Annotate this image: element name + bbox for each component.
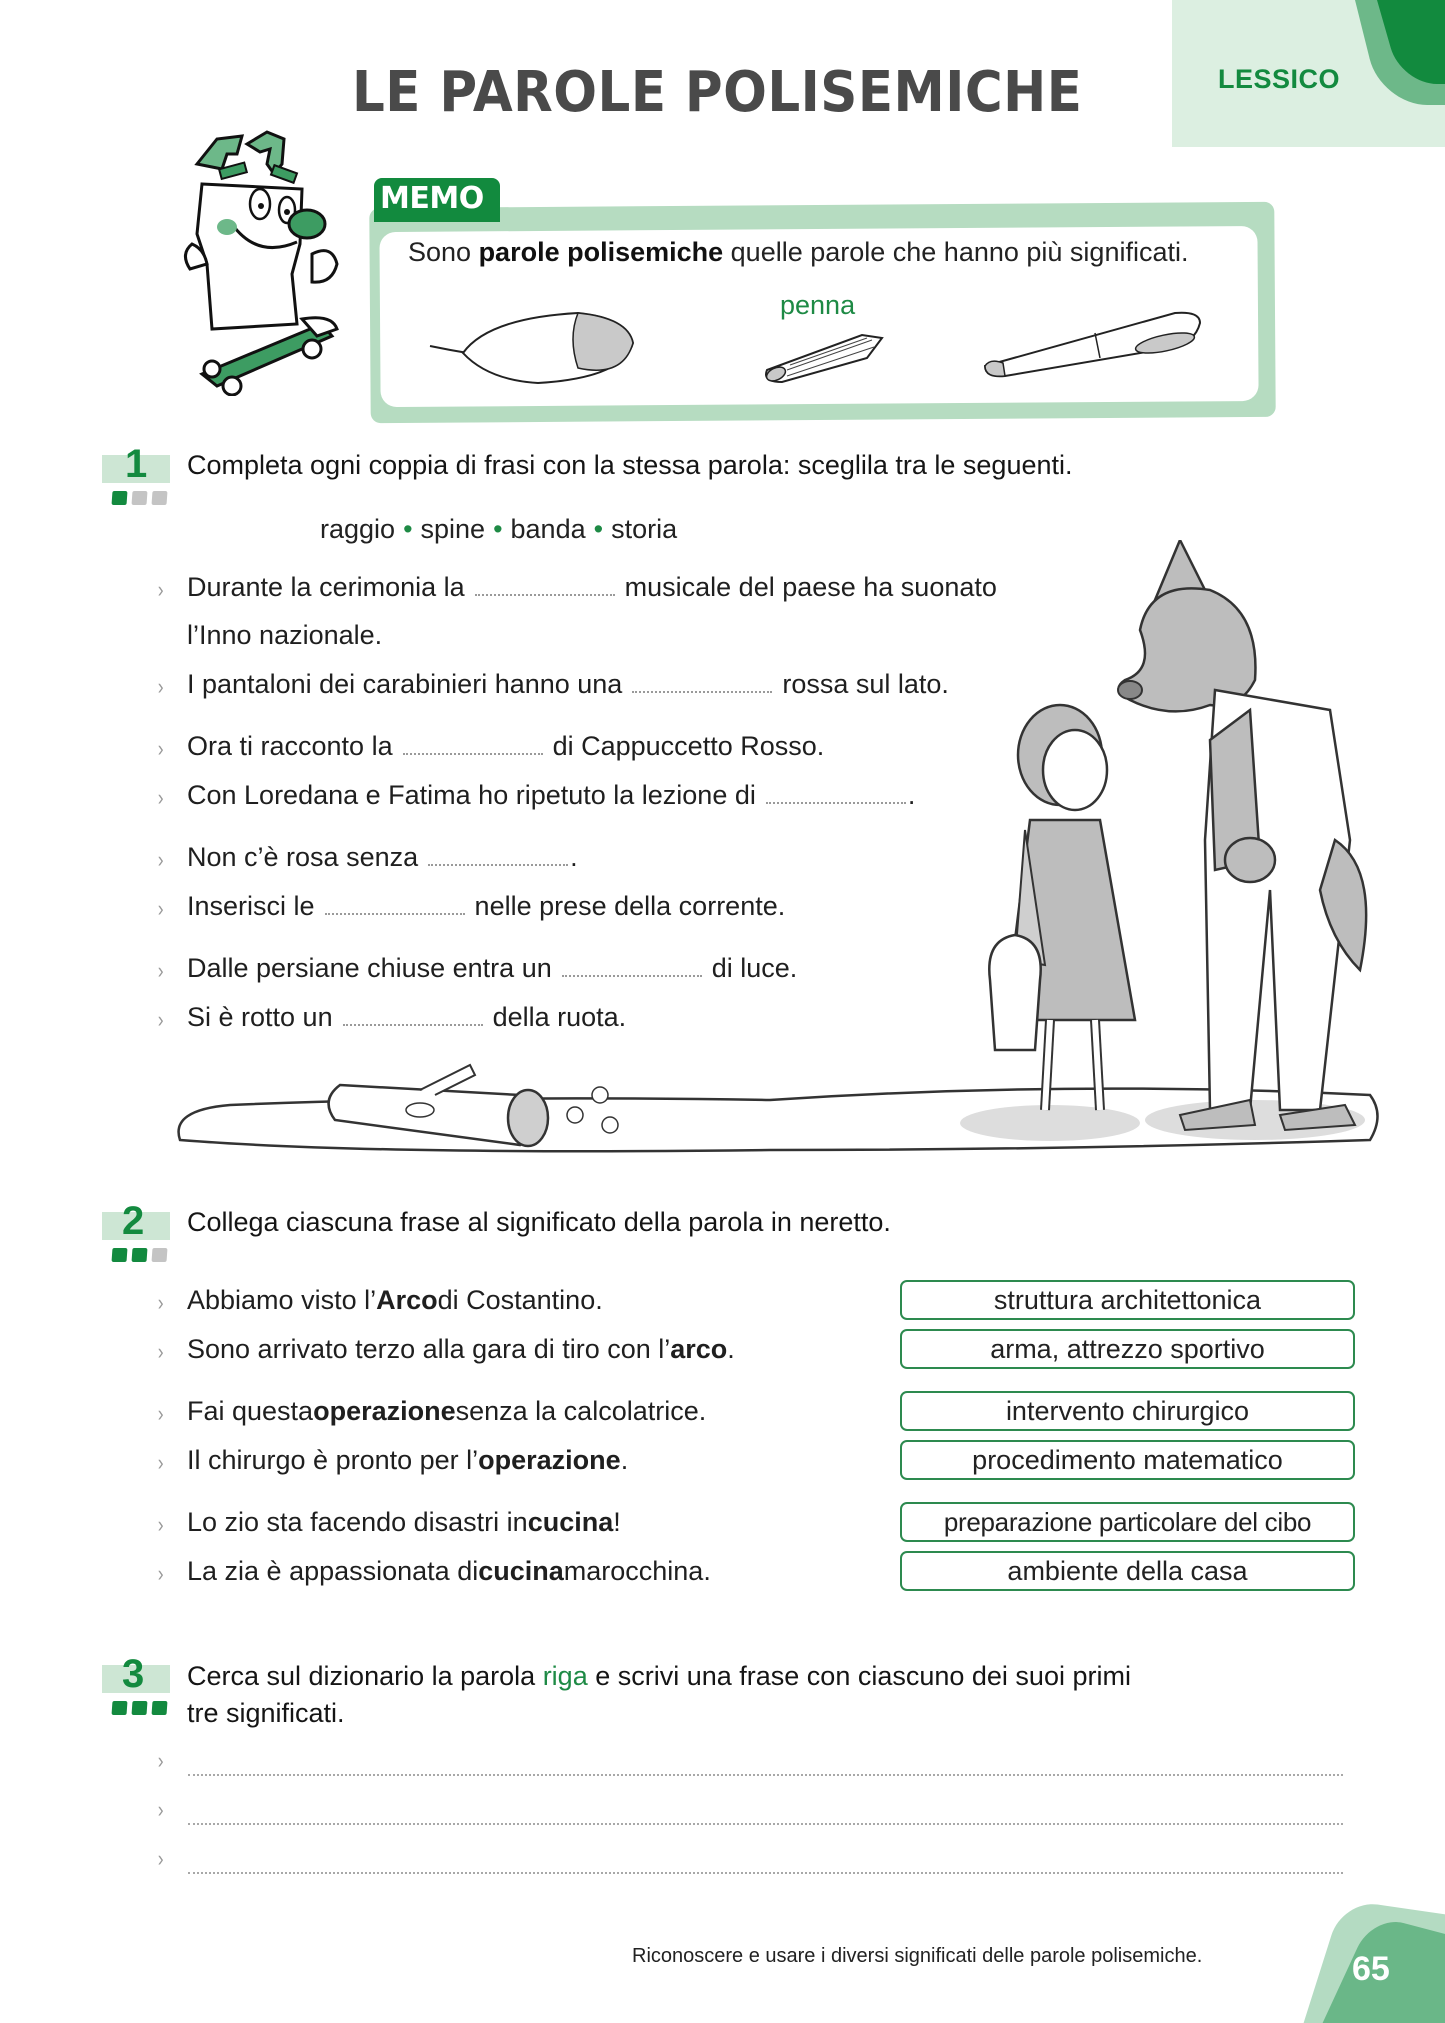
sentence-continuation: l’Inno nazionale.: [187, 620, 383, 650]
exercise-number: 1: [125, 442, 148, 486]
ballpoint-pen-icon: [975, 308, 1210, 378]
sentence-text: di luce.: [711, 953, 798, 983]
bold-keyword: operazione: [478, 1445, 621, 1475]
difficulty-dot-filled: [112, 1248, 128, 1262]
highlighted-word: riga: [542, 1661, 588, 1691]
sentence-text: Ora ti racconto la: [187, 731, 393, 761]
chevron-right-icon: ›: [157, 1561, 164, 1586]
difficulty-dot-filled: [132, 1701, 148, 1715]
sentence-text: .: [727, 1334, 735, 1364]
memo-example-word: penna: [780, 290, 856, 320]
chevron-right-icon: ›: [157, 1290, 164, 1315]
meaning-option[interactable]: ambiente della casa: [900, 1551, 1355, 1591]
memo-definition: [408, 237, 1188, 268]
sentence-text: Il chirurgo è pronto per l’: [187, 1445, 479, 1475]
difficulty-dot-filled: [152, 1701, 168, 1715]
chevron-right-icon: ›: [157, 1748, 164, 1773]
instruction-text: Cerca sul dizionario la parola: [187, 1661, 543, 1691]
meaning-option[interactable]: intervento chirurgico: [900, 1391, 1355, 1431]
meaning-option[interactable]: preparazione particolare del cibo: [900, 1502, 1355, 1542]
difficulty-dot-empty: [132, 491, 148, 505]
memo-key-term: parole polisemiche: [478, 237, 724, 267]
sentence-text: senza la calcolatrice.: [455, 1396, 707, 1426]
chevron-right-icon: ›: [157, 577, 164, 602]
feather-icon: [428, 308, 688, 388]
choice-word: banda: [510, 514, 586, 544]
exercise-instruction: Collega ciascuna frase al significato della parola in neretto.: [187, 1207, 891, 1237]
bullet-separator: •: [493, 514, 503, 544]
match-sentence[interactable]: [187, 1445, 628, 1476]
bold-keyword: Arco: [376, 1285, 438, 1315]
chevron-right-icon: ›: [157, 1512, 164, 1537]
sentence-text: Lo zio sta facendo disastri in: [187, 1507, 528, 1537]
difficulty-indicator: [112, 491, 167, 505]
penne-pasta-icon: [762, 330, 887, 385]
instruction-text: e scrivi una frase con ciascuno dei suoi primi: [587, 1661, 1131, 1691]
match-sentence[interactable]: [187, 1285, 603, 1316]
page-title: LE PAROLE POLISEMICHE: [352, 60, 1083, 125]
sentence-text: Durante la cerimonia la: [187, 572, 465, 602]
bold-keyword: operazione: [313, 1396, 456, 1426]
little-red-riding-hood-and-wolf-illustration: [170, 540, 1390, 1160]
chevron-right-icon: ›: [157, 1450, 164, 1475]
section-tab: [1172, 0, 1445, 147]
choice-word: storia: [611, 514, 678, 544]
meaning-option[interactable]: struttura architettonica: [900, 1280, 1355, 1320]
difficulty-dot-filled: [132, 1248, 148, 1262]
wolf-icon: [1118, 540, 1366, 1130]
chevron-right-icon: ›: [157, 1401, 164, 1426]
exercise-instruction: Completa ogni coppia di frasi con la stessa parola: sceglila tra le seguenti.: [187, 450, 1073, 480]
difficulty-indicator: [112, 1701, 167, 1715]
chevron-right-icon: ›: [157, 1339, 164, 1364]
choice-word: spine: [420, 514, 486, 544]
exercise-instruction: [187, 1661, 1131, 1692]
exercise-number: 3: [122, 1652, 145, 1696]
chevron-right-icon: ›: [157, 896, 164, 921]
difficulty-dot-filled: [112, 1701, 128, 1715]
section-label: LESSICO: [1218, 64, 1341, 94]
meaning-option[interactable]: procedimento matematico: [900, 1440, 1355, 1480]
chevron-right-icon: ›: [157, 674, 164, 699]
exercise-number: 2: [122, 1199, 145, 1243]
sentence-text: .: [570, 842, 578, 872]
choice-word: raggio: [320, 514, 396, 544]
sentence-text: marocchina.: [563, 1556, 711, 1586]
sentence-text: La zia è appassionata di: [187, 1556, 479, 1586]
chevron-right-icon: ›: [157, 1007, 164, 1032]
chevron-right-icon: ›: [157, 847, 164, 872]
chevron-right-icon: ›: [157, 785, 164, 810]
dog-mascot-icon: [172, 124, 352, 396]
sentence-text: della ruota.: [492, 1002, 627, 1032]
match-sentence[interactable]: [187, 1556, 711, 1587]
answer-line[interactable]: [188, 1774, 1343, 1776]
meaning-option[interactable]: arma, attrezzo sportivo: [900, 1329, 1355, 1369]
memo-text-end: quelle parole che hanno più significati.: [723, 237, 1189, 267]
sentence-text: Con Loredana e Fatima ho ripetuto la lezione di: [187, 780, 756, 810]
sentence-text: di Cappuccetto Rosso.: [552, 731, 825, 761]
difficulty-dot-empty: [152, 1248, 168, 1262]
sentence-text: Non c’è rosa senza: [187, 842, 419, 872]
chevron-right-icon: ›: [157, 736, 164, 761]
bold-keyword: arco: [670, 1334, 728, 1364]
sentence-text: Inserisci le: [187, 891, 315, 921]
sentence-text: musicale del paese ha suonato: [624, 572, 997, 602]
bold-keyword: cucina: [527, 1507, 614, 1537]
sentence-text: Sono arrivato terzo alla gara di tiro con l’: [187, 1334, 671, 1364]
sentence-text: Si è rotto un: [187, 1002, 333, 1032]
sentence-text: rossa sul lato.: [782, 669, 949, 699]
answer-line[interactable]: [188, 1872, 1343, 1874]
difficulty-dot-filled: [112, 491, 128, 505]
bullet-separator: •: [403, 514, 413, 544]
learning-objective: Riconoscere e usare i diversi significati delle parole polisemiche.: [632, 1945, 1203, 1967]
exercise-instruction-continued: tre significati.: [187, 1698, 345, 1728]
sentence-text: Abbiamo visto l’: [187, 1285, 377, 1315]
sentence-text: Fai questa: [187, 1396, 314, 1426]
sentence-text: !: [613, 1507, 621, 1537]
girl-icon: [989, 705, 1135, 1110]
sentence-text: Dalle persiane chiuse entra un: [187, 953, 552, 983]
memo-text-start: Sono: [408, 237, 479, 267]
sentence-text: di Costantino.: [437, 1285, 603, 1315]
difficulty-dot-empty: [152, 491, 168, 505]
sentence-text: nelle prese della corrente.: [474, 891, 786, 921]
bullet-separator: •: [593, 514, 604, 544]
difficulty-indicator: [112, 1248, 167, 1262]
chevron-right-icon: ›: [157, 958, 164, 983]
bold-keyword: cucina: [478, 1556, 564, 1586]
match-sentence[interactable]: [187, 1507, 621, 1538]
memo-label: MEMO: [374, 178, 500, 222]
sentence-text: .: [620, 1445, 629, 1475]
page-number: 65: [1352, 1950, 1390, 1988]
chevron-right-icon: ›: [157, 1846, 164, 1871]
match-sentence[interactable]: [187, 1396, 706, 1427]
match-sentence[interactable]: [187, 1334, 735, 1365]
sentence-text: .: [907, 780, 916, 810]
sentence-text: I pantaloni dei carabinieri hanno una: [187, 669, 623, 699]
chevron-right-icon: ›: [157, 1797, 164, 1822]
answer-line[interactable]: [188, 1823, 1343, 1825]
